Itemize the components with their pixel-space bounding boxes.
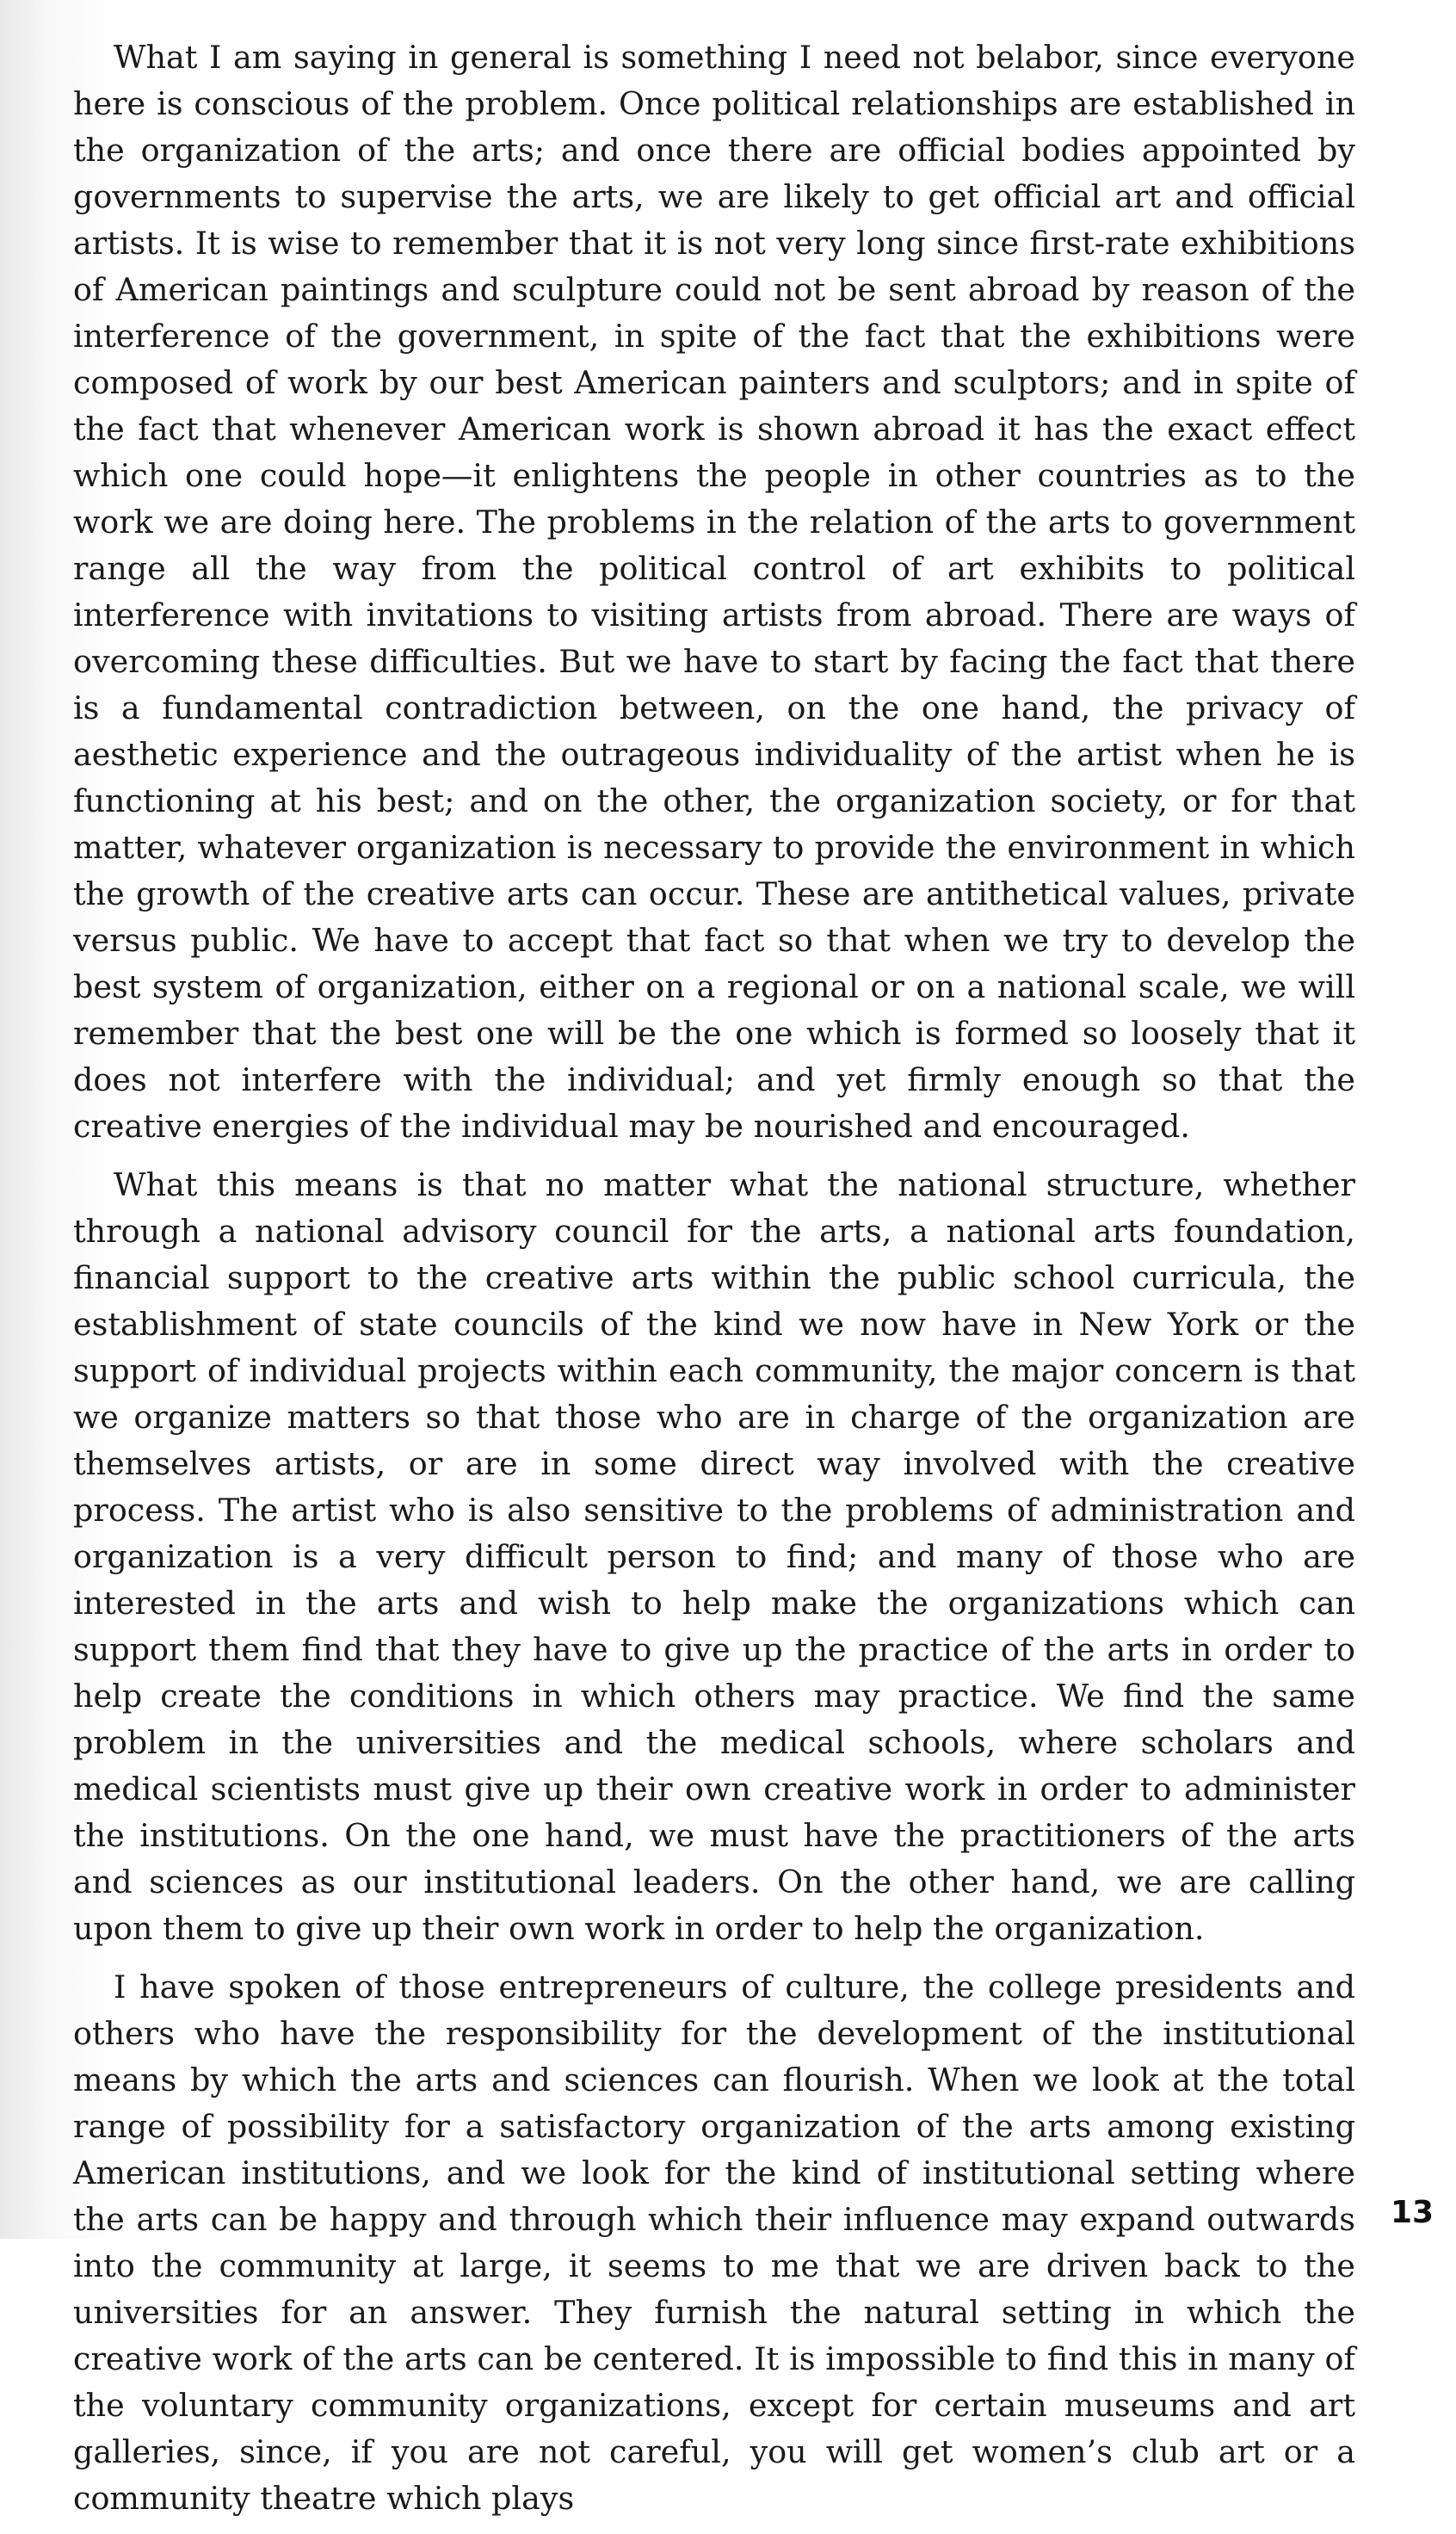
paragraph-3: I have spoken of those entrepreneurs of culture, the college presidents and others who have the responsibility for the development of the institutional means by which the arts and sciences can flourish. When we look at the total range of possibility for a satisfactory organization of the arts among existing American institutions, and we look for the kind of institutional setting where the arts can be happy and through which their influence may expand outwards into the community at large, it seems to me that we are driven back to the universities for an answer. They furnish the natural setting in which the creative work of the arts can be centered. It is impossible to find this in many of the voluntary community organizations, except for certain museums and art galleries, since, if you are not careful, you will get women’s club art or a community theatre which plays — [73, 1968, 1355, 2517]
paragraph-2: What this means is that no matter what the national structure, whether through a national advisory council for the arts, a national arts foundation, financial support to the creative arts within the public school curricula, the establishment of state councils of the kind we now have in New York or the support of individual projects within each community, the major concern is that we organize matters so that those who are in charge of the organization are themselves artists, or are in some direct way involved with the creative process. The artist who is also sensitive to the problems of administration and organization is a very difficult person to find; and many of those who are interested in the arts and wish to help make the organizations which can support them find that they have to give up the practice of the arts in order to help create the conditions in which others may practice. We find the same problem in the universities and the medical schools, where scholars and medical scientists must give up their own creative work in order to administer the institutions. On the one hand, we must have the practitioners of the arts and sciences as our institutional leaders. On the other hand, we are calling upon them to give up their own work in order to help the organization. — [73, 1166, 1355, 1947]
page-number: 13 — [1391, 2195, 1434, 2230]
paragraph-1: What I am saying in general is something I need not belabor, since everyone here is conscious of the problem. Once political relationships are established in the organization of the arts; and once there are official bodies appointed by governments to supervise the arts, we are likely to get official art and official artists. It is wise to remember that it is not very long since first-rate exhibitions of American paintings and sculpture could not be sent abroad by reason of the interference of the government, in spite of the fact that the exhibitions were composed of work by our best American painters and sculptors; and in spite of the fact that whenever American work is shown abroad it has the exact effect which one could hope—it enlightens the people in other countries as to the work we are doing here. The problems in the relation of the arts to government range all the way from the political control of art exhibits to political interference with invitations to visiting artists from abroad. There are ways of overcoming these difficulties. But we have to start by facing the fact that there is a fundamental contradiction between, on the one hand, the privacy of aesthetic experience and the outrageous individuality of the artist when he is functioning at his best; and on the other, the organization society, or for that matter, whatever organization is necessary to provide the environment in which the growth of the creative arts can occur. These are antithetical values, private versus public. We have to accept that fact so that when we try to develop the best system of organization, either on a regional or on a national scale, we will remember that the best one will be the one which is formed so loosely that it does not interfere with the individual; and yet firmly enough so that the creative energies of the individual may be nourished and encouraged. — [73, 39, 1355, 1145]
body-text — [73, 34, 1355, 2534]
